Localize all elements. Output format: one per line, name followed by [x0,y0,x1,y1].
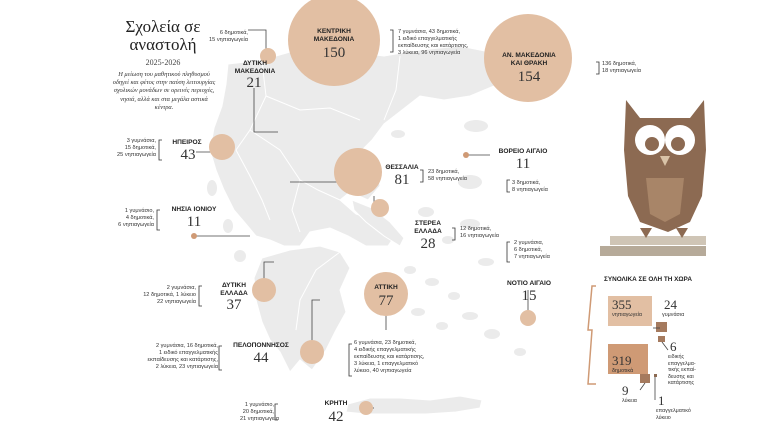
region-details-attica: 6 γυμνάσια, 23 δημοτικά, 4 ειδικής επαγγελματικής εκπαίδευσης και κατάρτισης, 3 λύκεια, 1 επαγγελματικό λύκειο, 40 νηπιαγωγεία [354,340,425,374]
region-count-attica: 77 [378,293,394,309]
bubble-thessaly [334,148,382,196]
summary-gymnasia-label: γυμνάσια [662,312,685,318]
bubble-peloponnese [300,340,324,364]
region-details-thessaly: 23 δημοτικά, 58 νηπιαγωγεία [428,169,467,182]
region-count-peloponnese: 44 [253,350,269,366]
region-name-attica: ΑΤΤΙΚΗ [374,284,398,291]
summary-special-label: ειδικής επαγγελμα- τικής εκπαί- δευσης και κατάρτισης [668,354,696,387]
summary-primary-count: 319 [612,353,632,368]
bubble-epirus [209,134,235,160]
school-year: 2025-2026 [145,58,181,67]
summary-vocational-label: επαγγελματικό λύκειο [656,408,691,421]
region-name-peloponnese: ΠΕΛΟΠΟΝΝΗΣΟΣ [233,342,289,349]
region-details-epirus: 3 γυμνάσια, 15 δημοτικά, 25 νηπιαγωγεία [117,138,156,158]
region-count-epirus: 43 [180,147,196,163]
region-count-central-macedonia: 150 [322,45,346,61]
region-details-peloponnese: 2 γυμνάσια, 16 δημοτικά, 1 ειδικό επαγγελματικής εκπαίδευσης και κατάρτισης, 2 λύκεια, 23 νηπιαγωγεία [147,343,218,370]
region-details-crete: 1 γυμνάσιο, 20 δημοτικά, 21 νηπιαγωγεία [240,402,279,422]
bubble-ionian [191,233,197,239]
summary-lyceums-label: λύκεια [622,398,637,404]
region-count-south-aegean: 15 [521,288,537,304]
region-details-ionian: 1 γυμνάσιο, 4 δημοτικά, 6 νηπιαγωγεία [118,208,154,228]
region-details-east-macedonia: 136 δημοτικά, 18 νηπιαγωγεία [602,61,641,74]
summary-gymnasia-count: 24 [664,297,677,312]
summary-primary-label: δημοτικά [612,368,634,374]
summary-lyceums-count: 9 [622,383,629,398]
region-details-west-greece: 2 γυμνάσια, 12 δημοτικά, 1 λύκειο 22 νηπιαγωγεία [143,285,196,305]
page-title: Σχολεία σε αναστολή [125,17,201,54]
region-count-west-macedonia: 21 [246,75,262,91]
region-name-central-macedonia: ΚΕΝΤΡΙΚΗ ΜΑΚΕΔΟΝΙΑ [313,28,355,43]
region-details-north-aegean: 3 δημοτικά, 8 νηπιαγωγεία [512,180,548,193]
region-count-crete: 42 [328,409,344,425]
bubble-west-greece [252,278,276,302]
special-block [658,336,665,342]
book-top [610,236,706,246]
region-name-central-greece: ΣΤΕΡΕΑ ΕΛΛΑΔΑ [414,220,442,235]
summary-title: ΣΥΝΟΛΙΚΑ ΣΕ ΟΛΗ ΤΗ ΧΩΡΑ [604,276,692,283]
region-name-ionian: ΝΗΣΙΑ ΙΟΝΙΟΥ [171,206,217,213]
bubble-north-aegean [463,152,469,158]
bubble-central-greece [371,199,389,217]
region-count-thessaly: 81 [394,172,410,188]
region-count-west-greece: 37 [226,297,242,313]
region-name-west-greece: ΔΥΤΙΚΗ ΕΛΛΑΔΑ [220,282,248,297]
owl-illustration [600,100,706,256]
region-name-east-macedonia: ΑΝ. ΜΑΚΕΔΟΝΙΑ ΚΑΙ ΘΡΑΚΗ [502,52,556,67]
region-count-north-aegean: 11 [515,156,531,172]
intro-text: Η μείωση του μαθητικού πληθυσμού οδηγεί και φέτος στην παύση λειτουργίας σχολικών μονάδων σε ορεινές περιοχές, νησιά, αλλά και στα μεγάλα αστικά κέντρα. [112,71,216,111]
bubble-crete [359,401,373,415]
lyceums-block [640,374,650,383]
book-bottom [600,246,706,256]
region-count-east-macedonia: 154 [517,69,541,85]
region-details-south-aegean: 2 γυμνάσια, 6 δημοτικά, 7 νηπιαγωγεία [514,240,550,260]
region-name-crete: ΚΡΗΤΗ [324,400,348,407]
vocational-block [654,374,657,377]
summary-kindergartens-label: νηπιαγωγεία [612,312,643,318]
region-details-central-macedonia: 7 γυμνάσια, 43 δημοτικά, 1 ειδικό επαγγελματικής εκπαίδευσης και κατάρτισης, 3 λύκεια, 96 νηπιαγωγεία [398,29,469,56]
region-name-north-aegean: ΒΟΡΕΙΟ ΑΙΓΑΙΟ [498,148,548,155]
bubble-south-aegean [520,310,536,326]
summary-kindergartens-count: 355 [612,297,632,312]
summary-special-count: 6 [670,339,677,354]
region-name-thessaly: ΘΕΣΣΑΛΙΑ [385,164,419,171]
region-details-central-greece: 12 δημοτικά, 16 νηπιαγωγεία [460,226,499,239]
summary-vocational-count: 1 [658,393,665,408]
region-name-west-macedonia: ΔΥΤΙΚΗ ΜΑΚΕΔΟΝΙΑ [234,60,276,75]
region-name-epirus: ΗΠΕΙΡΟΣ [172,139,202,146]
region-count-ionian: 11 [186,214,202,230]
region-name-south-aegean: ΝΟΤΙΟ ΑΙΓΑΙΟ [506,280,552,287]
region-details-west-macedonia: 6 δημοτικά, 15 νηπιαγωγεία [209,30,248,43]
gymnasia-block [656,322,667,332]
region-count-central-greece: 28 [420,236,436,252]
